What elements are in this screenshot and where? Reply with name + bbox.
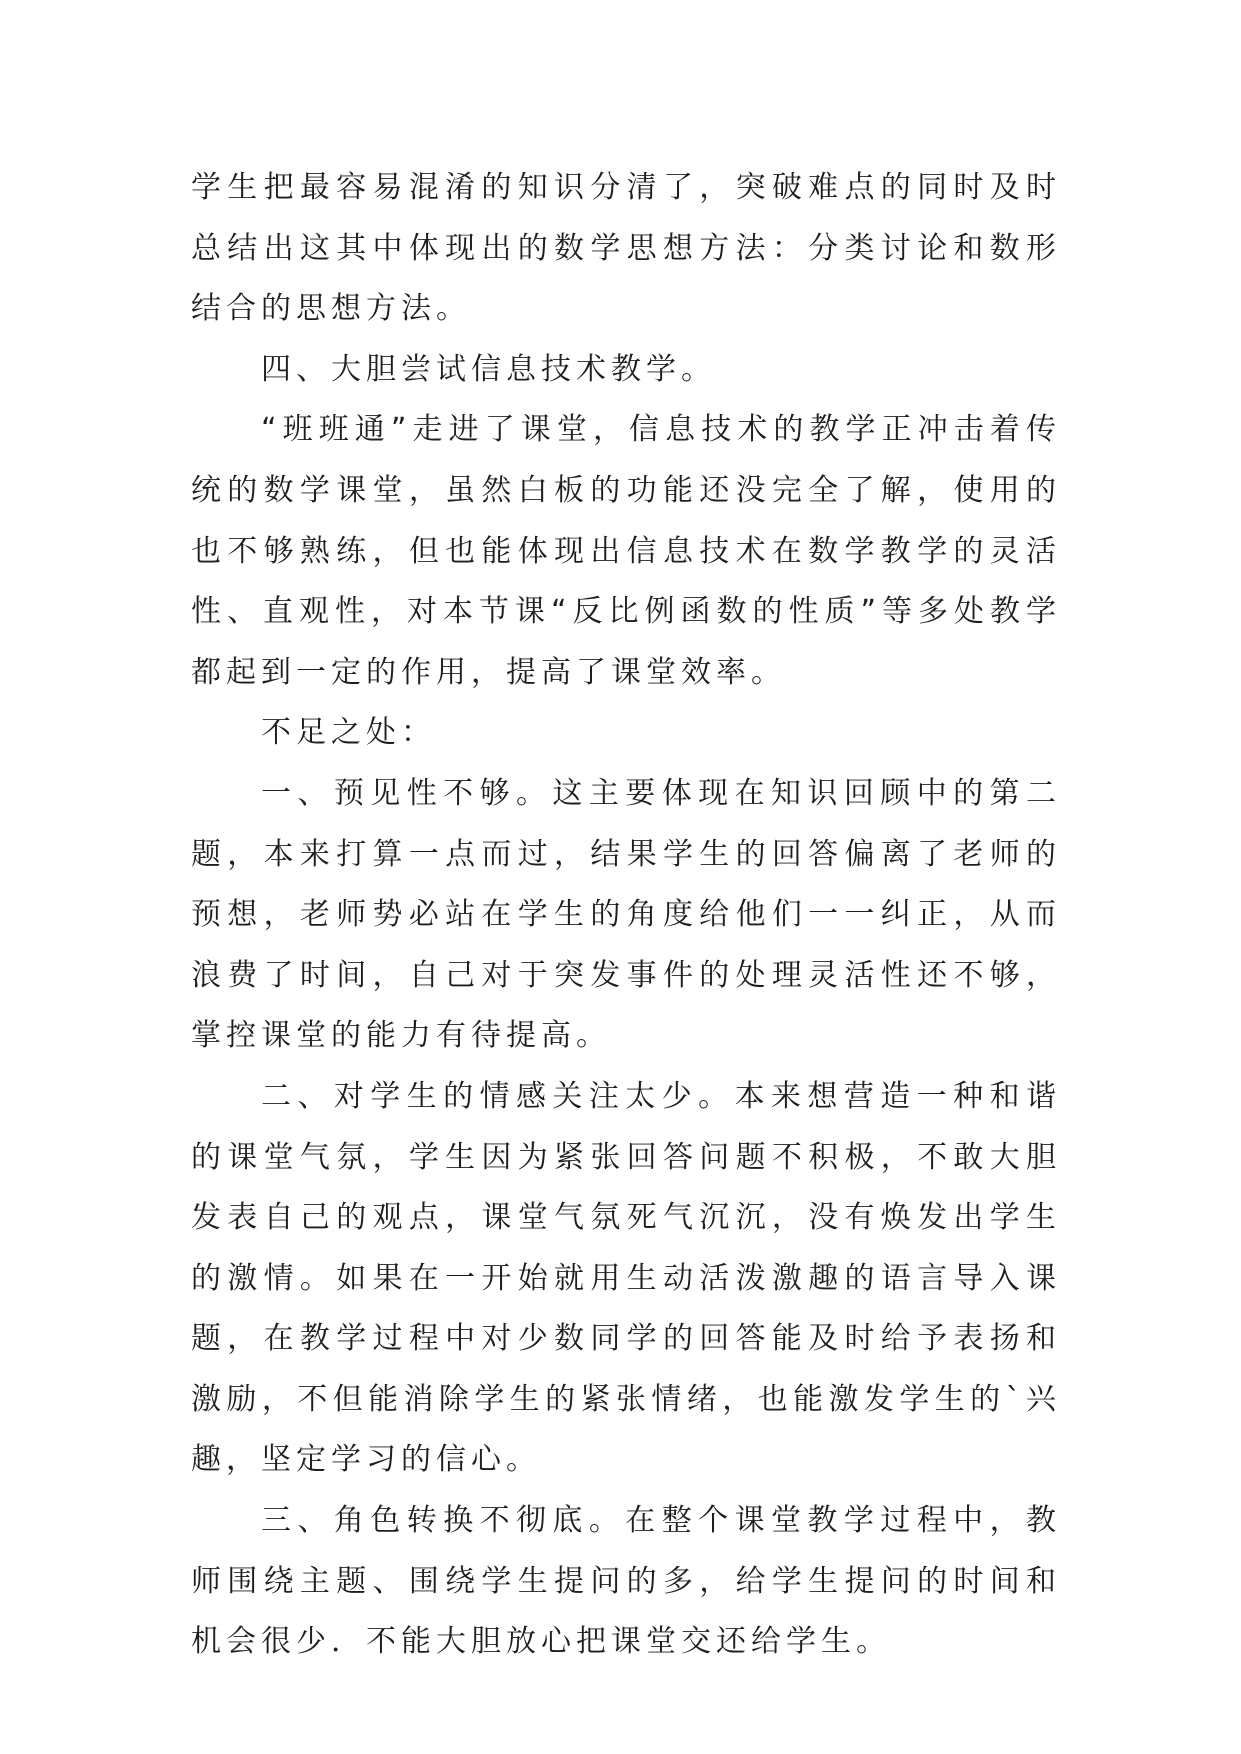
paragraph-heading-four: 四、大胆尝试信息技术教学。 — [261, 351, 716, 387]
paragraph-banbantong: “班班通”走进了课堂，信息技术的教学正冲击着传统的数学课堂，虽然白板的功能还没完全了解，使用的也不够熟练，但也能体现出信息技术在数学教学的灵活性、直观性，对本节课“反比例函数的性质”等多处教学都起到一定的作用，提高了课堂效率。 — [191, 412, 1061, 690]
paragraph-shortcoming-three: 三、角色转换不彻底。在整个课堂教学过程中，教师围绕主题、围绕学生提问的多，给学生提问的时间和机会很少．不能大胆放心把课堂交还给学生。 — [191, 1503, 1061, 1660]
paragraph-continuation: 学生把最容易混淆的知识分清了，突破难点的同时及时总结出这其中体现出的数学思想方法：分类讨论和数形结合的思想方法。 — [191, 170, 1061, 327]
paragraph-shortcoming-one: 一、预见性不够。这主要体现在知识回顾中的第二题，本来打算一点而过，结果学生的回答偏离了老师的预想，老师势必站在学生的角度给他们一一纠正，从而浪费了时间，自己对于突发事件的处理灵活性还不够，掌控课堂的能力有待提高。 — [191, 775, 1061, 1054]
paragraph-shortcoming-two: 二、对学生的情感关注太少。本来想营造一种和谐的课堂气氛，学生因为紧张回答问题不积极，不敢大胆发表自己的观点，课堂气氛死气沉沉，没有焕发出学生的激情。如果在一开始就用生动活泼激趣的语言导入课题，在教学过程中对少数同学的回答能及时给予表扬和激励，不但能消除学生的紧张情绪，也能激发学生的`兴趣，坚定学习的信心。 — [191, 1078, 1061, 1478]
document-body — [191, 158, 1061, 1673]
paragraph-shortcomings-heading: 不足之处： — [261, 715, 436, 751]
